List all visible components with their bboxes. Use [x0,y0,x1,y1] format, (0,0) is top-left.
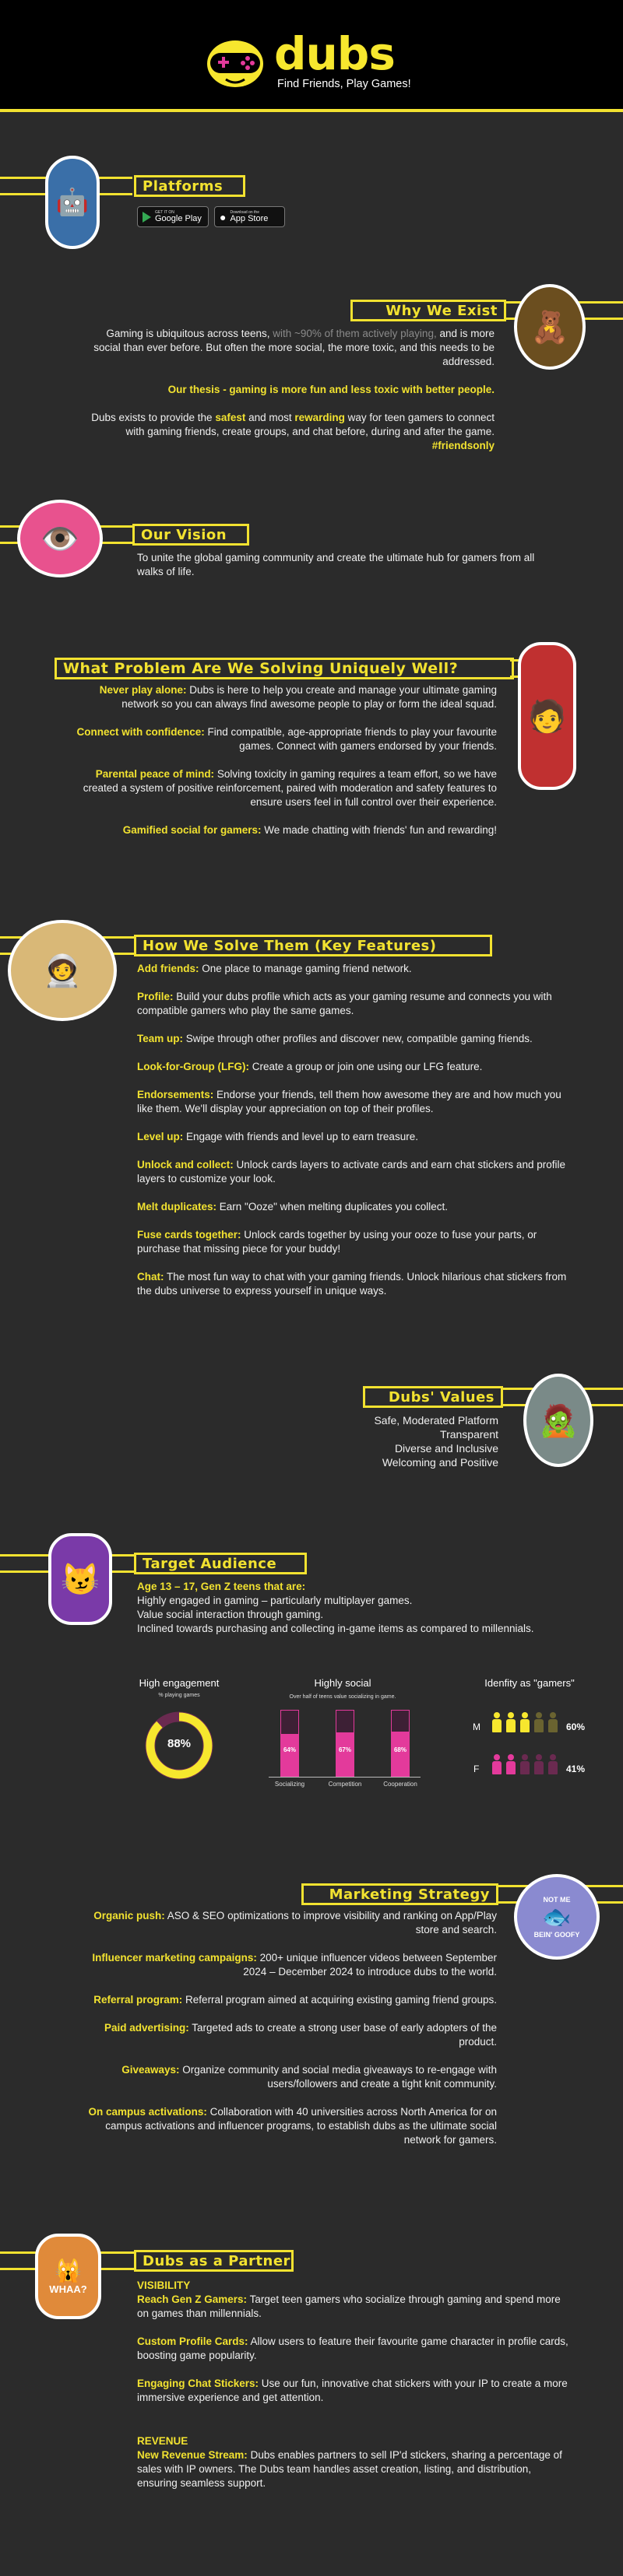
partner-item [137,2377,573,2405]
why-text: way for teen gamers to connect with gaming friends, create groups, and chat before, during and after the game. [125,412,495,437]
sticker-text: BEIN' GOOFY [533,1930,580,1939]
person-icon [547,1712,558,1732]
bar-socializing [280,1710,299,1777]
sticker-text: NOT ME [543,1895,571,1904]
problem-label: Parental peace of mind: [95,768,215,780]
partner-item [137,2448,573,2490]
feature-label: Add friends: [137,963,199,974]
problem-label: Connect with confidence: [76,726,205,738]
marketing-text: Referral program aimed at acquiring existing gaming friend groups. [182,1994,497,2006]
partner-label: Custom Profile Cards: [137,2336,248,2347]
revenue-heading: REVENUE [137,2435,188,2447]
audience-item: Inclined towards purchasing and collecting in-game items as compared to millennials. [137,1623,534,1634]
feature-label: Chat: [137,1271,164,1283]
marketing-item [78,1909,497,1937]
marketing-label: On campus activations: [88,2106,207,2118]
marketing-list [78,1909,497,2161]
feature-text: The most fun way to chat with your gaming friends. Unlock hilarious chat stickers from the dubs universe to express yourself in unique ways. [137,1271,567,1297]
header-banner [0,0,623,109]
goated-cat-sticker: 😼 [48,1533,112,1625]
section-title-audience: Target Audience [134,1553,307,1574]
section-title-values: Dubs' Values [363,1386,503,1408]
feature-item [137,1060,573,1074]
feature-label: Level up: [137,1131,184,1142]
why-text: Dubs exists to provide the [91,412,216,423]
marketing-label: Paid advertising: [104,2022,189,2034]
cyclops-sticker: 👁️ [17,500,103,577]
why-text: Gaming is ubiquitous across teens, [106,328,270,339]
bar-cooperation [391,1710,410,1777]
marketing-item [78,2063,497,2091]
google-play-large-label: Google Play [155,213,202,223]
section-title-marketing: Marketing Strategy [301,1883,498,1905]
feature-label: Profile: [137,991,174,1002]
bar-category-label: Socializing [274,1781,305,1788]
feature-label: Fuse cards together: [137,1229,241,1241]
marketing-label: Giveaways: [121,2064,180,2076]
feature-label: Unlock and collect: [137,1159,234,1170]
partner-label: Engaging Chat Stickers: [137,2378,259,2389]
partner-body [137,2279,573,2419]
feature-item [137,1228,573,1256]
section-title-why: Why We Exist [350,300,506,321]
tagline: Find Friends, Play Games! [277,78,411,90]
gamepad-face-icon [204,39,266,93]
feature-text: Build your dubs profile which acts as your gaming resume and connects you with compatible gamers who play the same games. [137,991,552,1016]
feature-item [137,1158,573,1186]
partner-label: New Revenue Stream: [137,2449,248,2461]
bar-value-label: 67% [338,1746,351,1753]
bar-category-label: Cooperation [383,1781,417,1788]
value-item: Transparent [440,1428,498,1441]
value-item: Safe, Moderated Platform [374,1414,498,1427]
astronaut-sticker: 🧑‍🚀 [8,920,117,1021]
hashtag: #friendsonly [431,440,495,451]
feature-list [137,962,573,1312]
emphasis: safest [215,412,246,423]
marketing-text: Organize community and social media giveaways to re-engage with users/followers and create a tight knit community. [179,2064,497,2090]
partner-text: Use our fun, innovative chat stickers with your IP to create a more immersive experience and get attention. [137,2378,568,2403]
partner-label: Reach Gen Z Gamers: [137,2293,248,2305]
marketing-text: Targeted ads to create a strong user base of early adopters of the product. [188,2022,497,2048]
header-divider [0,109,623,112]
person-icon [547,1754,558,1774]
male-label: M [473,1721,480,1732]
problem-text: Dubs is here to help you create and manage your ultimate gaming network so you can always find awesome people to play or form the ideal squad. [121,684,497,710]
problem-item [70,767,497,809]
feature-label: Endorsements: [137,1089,214,1100]
section-title-platforms: Platforms [134,175,245,197]
marketing-item [78,1993,497,2007]
female-percent: 41% [566,1764,586,1774]
partner-text: Dubs enables partners to sell IP'd stickers, sharing a percentage of sales with IP owners. The Dubs team handles asset creation, listing, and distribution, ensuring seamless support. [137,2449,562,2489]
feature-text: One place to manage gaming friend network. [199,963,412,974]
audience-body [137,1580,604,1636]
bar-value-label: 68% [393,1746,407,1753]
partner-text: Target teen gamers who socialize through gaming and spend more on games than millennials. [137,2293,561,2319]
brand-wordmark: dubs [274,27,395,80]
why-text: and most [245,412,295,423]
problem-list [70,683,497,851]
section-title-partner: Dubs as a Partner [134,2250,294,2272]
teddy-bear-sticker: 🧸 [514,284,586,370]
marketing-item [78,2021,497,2049]
visibility-heading: VISIBILITY [137,2279,191,2291]
bar-category-label: Competition [328,1781,362,1788]
adventurer-sticker: 🧑 [518,642,576,790]
section-title-problem: What Problem Are We Solving Uniquely Well? [55,658,514,679]
audience-item: Value social interaction through gaming. [137,1609,324,1620]
male-percent: 60% [566,1721,586,1732]
marketing-text: 200+ unique influencer videos between September 2024 – December 2024 to introduce dubs to the world. [243,1952,497,1978]
person-icon [519,1712,530,1732]
feature-item [137,1032,573,1046]
problem-text: We made chatting with friends' fun and rewarding! [261,824,497,836]
why-stat: with ~90% of them actively playing, [269,328,437,339]
chart-gamers-title: Idenfity as "gamers" [484,1677,575,1689]
marketing-label: Organic push: [93,1910,165,1921]
feature-item [137,1270,573,1298]
why-text: and is more social than ever before. But often the more social, the more toxic, and this needs to be addressed. [93,328,495,367]
audience-lead: Age 13 – 17, Gen Z teens that are: [137,1581,306,1592]
sticker-text: WHAA? [49,2283,87,2295]
play-triangle-icon [143,212,151,223]
vision-text: To unite the global gaming community and create the ultimate hub for gamers from all walks of life. [137,552,535,577]
donut-center-label: 88% [167,1737,192,1750]
section-title-vision: Our Vision [132,524,249,546]
feature-item [137,1088,573,1116]
feature-text: Unlock cards layers to activate cards and earn chat stickers and profile layers to customize your look. [137,1159,565,1184]
bar-competition [336,1710,354,1777]
why-body [78,327,495,467]
feature-item [137,962,573,976]
problem-label: Gamified social for gamers: [122,824,262,836]
app-store-large-label: App Store [230,213,269,223]
section-title-features: How We Solve Them (Key Features) [134,935,492,956]
feature-item [137,1200,573,1214]
feature-item [137,990,573,1018]
values-list [312,1413,498,1469]
google-play-small-label: GET IT ON [155,209,174,215]
zombie-sticker: 🧟 [523,1374,593,1467]
person-icon [491,1754,502,1774]
feature-text: Engage with friends and level up to earn treasure. [183,1131,418,1142]
problem-item [70,683,497,711]
person-icon [491,1712,502,1732]
robot-jar-sticker: 🤖 [45,156,100,249]
revenue-body [137,2434,573,2490]
female-label: F [473,1764,480,1774]
partner-item [137,2293,573,2321]
chart-social-subtitle: Over half of teens value socializing in game. [289,1694,396,1700]
thesis: Our thesis - gaming is more fun and less toxic with better people. [167,384,495,395]
chart-social-title: Highly social [314,1677,371,1689]
person-icon [505,1754,516,1774]
feature-text: Earn "Ooze" when melting duplicates you collect. [216,1201,449,1213]
feature-text: Endorse your friends, tell them how awesome they are and how much you like them. We'll display your appreciation on top of their profiles. [137,1089,561,1114]
partner-item [137,2335,573,2363]
feature-text: Unlock cards together by using your ooze to fuse your parts, or purchase that missing piece for your buddy! [137,1229,537,1255]
partner-text: Allow users to feature their favourite game character in profile cards, boosting game popularity. [137,2336,568,2361]
marketing-label: Referral program: [93,1994,183,2006]
apple-icon: ● [220,210,227,223]
marketing-text: Collaboration with 40 universities across North America for on campus activations and influencer programs, to establish dubs as the ultimate social network for gamers. [105,2106,497,2146]
marketing-label: Influencer marketing campaigns: [92,1952,257,1964]
google-play-button[interactable] [137,206,209,227]
goofy-sticker: NOT ME 🐟 BEIN' GOOFY [514,1874,600,1960]
problem-text: Find compatible, age-appropriate friends to play your favourite games. Connect with gamers endorsed by your friends. [204,726,497,752]
app-store-button[interactable] [214,206,285,227]
marketing-item [78,1951,497,1979]
audience-item: Highly engaged in gaming – particularly multiplayer games. [137,1595,413,1606]
person-icon [519,1754,530,1774]
app-store-small-label: Download on the [230,209,259,215]
problem-item [70,823,497,837]
value-item: Welcoming and Positive [382,1456,498,1469]
bar-axis [269,1777,421,1778]
bar-value-label: 64% [283,1746,296,1753]
marketing-item [78,2105,497,2147]
person-icon [505,1712,516,1732]
chart-engagement-subtitle: % playing games [158,1693,200,1698]
problem-text: Solving toxicity in gaming requires a team effort, so we have created a system of positive reinforcement, paired with moderation and safety features to ensure users feel in full control over their experience. [83,768,497,808]
emphasis: rewarding [294,412,345,423]
person-icon [533,1754,544,1774]
feature-text: Swipe through other profiles and discover new, compatible gaming friends. [183,1033,533,1044]
feature-label: Team up: [137,1033,184,1044]
person-icon [533,1712,544,1732]
problem-item [70,725,497,753]
feature-label: Look-for-Group (LFG): [137,1061,249,1072]
feature-item [137,1130,573,1144]
value-item: Diverse and Inclusive [394,1442,498,1455]
feature-label: Melt duplicates: [137,1201,217,1213]
feature-text: Create a group or join one using our LFG feature. [248,1061,483,1072]
marketing-text: ASO & SEO optimizations to improve visibility and ranking on App/Play store and search. [164,1910,497,1936]
problem-label: Never play alone: [99,684,187,696]
whaa-sticker: 🙀 WHAA? [35,2234,101,2319]
chart-engagement-title: High engagement [139,1677,220,1689]
